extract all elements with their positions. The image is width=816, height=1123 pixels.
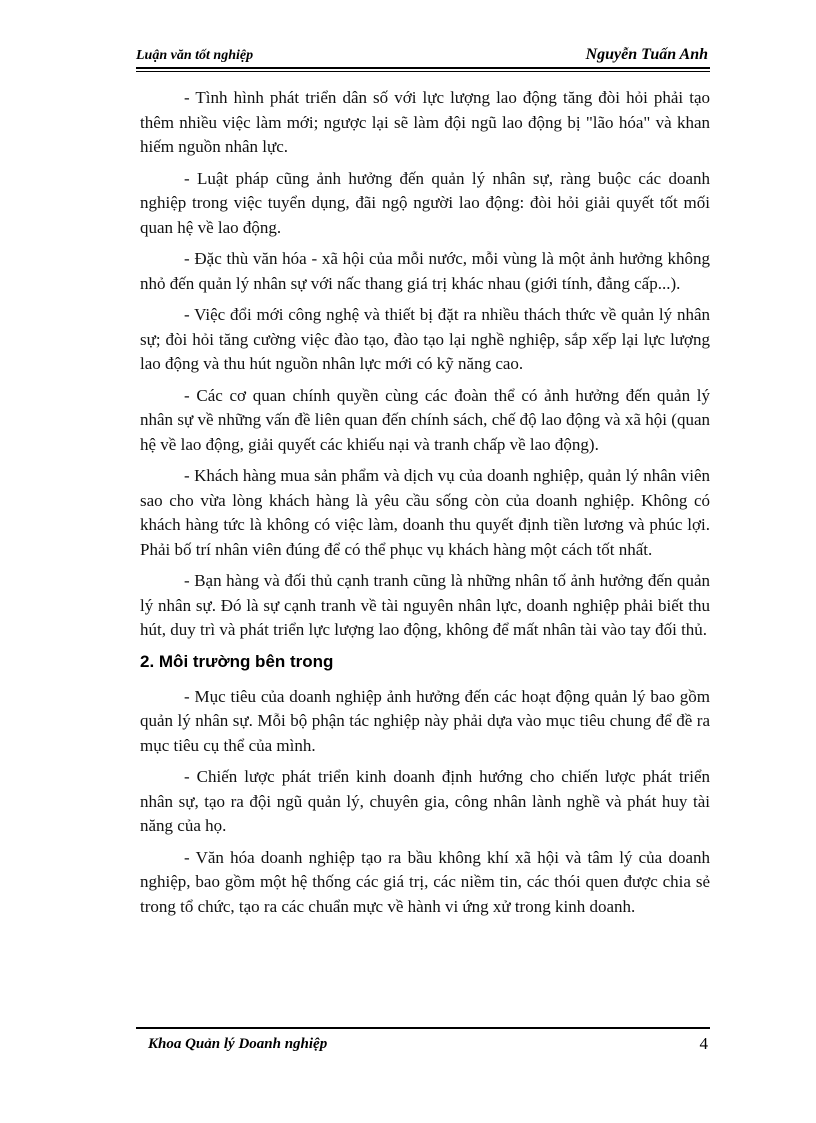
header-rule: [136, 67, 710, 69]
header-rule-thin: [136, 71, 710, 72]
paragraph: - Văn hóa doanh nghiệp tạo ra bầu không khí xã hội và tâm lý của doanh nghiệp, bao gồm một hệ thống các giá trị, các niềm tin, các thói quen được chia sẻ trong tổ chức, tạo ra các chuẩn mực về hành vi ứng xử trong kinh doanh.: [140, 847, 710, 916]
paragraph: - Khách hàng mua sản phẩm và dịch vụ của doanh nghiệp, quản lý nhân viên sao cho vừa lòng khách hàng là yêu cầu sống còn của doanh nghiệp. Không có khách hàng tức là không có việc làm, doanh thu quyết định tiền lương và phúc lợi. Phải bố trí nhân viên đúng để có thể phục vụ khách hàng một cách tốt nhất.: [140, 466, 710, 559]
page-number: 4: [699, 1034, 708, 1053]
header-title: Luận văn tốt nghiệp: [136, 48, 254, 63]
paragraph: - Chiến lược phát triển kinh doanh định hướng cho chiến lược phát triển nhân sự, tạo ra đội ngũ quản lý, chuyên gia, công nhân lành nghề và phát huy tài năng của họ.: [140, 767, 710, 835]
paragraph: - Bạn hàng và đối thủ cạnh tranh cũng là những nhân tố ảnh hưởng đến quản lý nhân sự. Đó là sự cạnh tranh về tài nguyên nhân lực, doanh nghiệp phải biết thu hút, duy trì và phát triển lực lượng lao động, không để mất nhân tài vào tay đối thủ.: [140, 571, 710, 639]
paragraph: - Luật pháp cũng ảnh hưởng đến quản lý nhân sự, ràng buộc các doanh nghiệp trong việc tuyển dụng, đãi ngộ người lao động: đòi hỏi giải quyết tốt mối quan hệ về lao động.: [140, 168, 710, 237]
footer-rule: [136, 1027, 710, 1029]
paragraph: - Tình hình phát triển dân số với lực lượng lao động tăng đòi hỏi phải tạo thêm nhiều việc làm mới; ngược lại sẽ làm đội ngũ lao động bị "lão hóa" và khan hiếm nguồn nhân lực.: [140, 88, 710, 156]
paragraph: - Việc đổi mới công nghệ và thiết bị đặt ra nhiều thách thức về quản lý nhân sự; đòi hỏi tăng cường việc đào tạo, đào tạo lại nghề nghiệp, sắp xếp lại lực lượng lao động và thu hút nguồn nhân lực mới có kỹ năng cao.: [140, 305, 710, 373]
paragraph: - Đặc thù văn hóa - xã hội của mỗi nước, mỗi vùng là một ảnh hưởng không nhỏ đến quản lý nhân sự với nấc thang giá trị khác nhau (giới tính, đẳng cấp...).: [140, 249, 710, 293]
header-author: Nguyễn Tuấn Anh: [585, 46, 708, 63]
footer-faculty: Khoa Quản lý Doanh nghiệp: [148, 1036, 328, 1052]
page-body: [140, 86, 710, 926]
paragraph: - Mục tiêu của doanh nghiệp ảnh hưởng đến các hoạt động quản lý bao gồm quản lý nhân sự. Mỗi bộ phận tác nghiệp này phải dựa vào mục tiêu chung để đề ra mục tiêu cụ thể của mình.: [140, 686, 710, 755]
section-heading: 2. Môi trường bên trong: [140, 651, 334, 671]
paragraph: - Các cơ quan chính quyền cùng các đoàn thể có ảnh hưởng đến quản lý nhân sự về những vấn đề liên quan đến chính sách, chế độ lao động và xã hội (quan hệ về lao động, giải quyết các khiếu nại và tranh chấp về lao động).: [140, 385, 710, 454]
